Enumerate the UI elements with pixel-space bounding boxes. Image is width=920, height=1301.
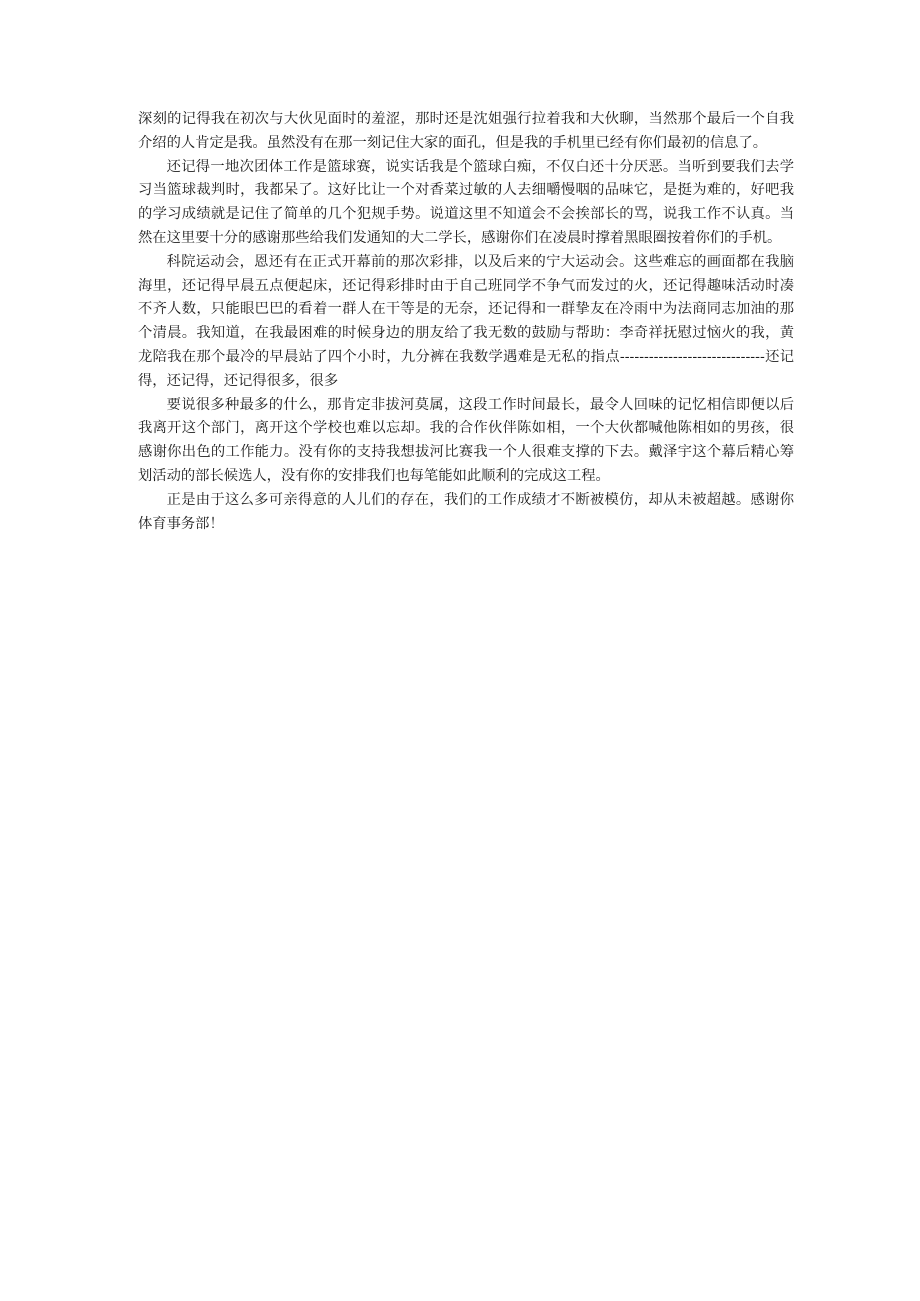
paragraph-closing: 正是由于这么多可亲得意的人儿们的存在，我们的工作成绩才不断被模仿，却从未被超越。感谢你体育事务部！ xyxy=(138,491,794,532)
paragraph-sports-meet: 科院运动会，恩还有在正式开幕前的那次彩排，以及后来的宁大运动会。这些难忘的画面都在我脑海里，还记得早晨五点便起床，还记得彩排时由于自己班同学不争气而发过的火，还记得趣味活动时凑不齐人数，只能眼巴巴的看着一群人在干等是的无奈，还记得和一群挚友在冷雨中为法商同志加油的那个清晨。我知道，在我最困难的时候身边的朋友给了我无数的鼓励与帮助：李奇祥抚慰过恼火的我，黄龙陪我在那个最冷的早晨站了四个小时，九分裤在我数学遇难是无私的指点------------------------------还记得，还记得，还记得很多，很多 xyxy=(138,253,794,389)
paragraph-basketball: 还记得一地次团体工作是篮球赛，说实话我是个篮球白痴，不仅白还十分厌恶。当听到要我们去学习当篮球裁判时，我都呆了。这好比让一个对香菜过敏的人去细嚼慢咽的品味它，是挺为难的，好吧我的学习成绩就是记住了简单的几个犯规手势。说道这里不知道会不会挨部长的骂，说我工作不认真。当然在这里要十分的感谢那些给我们发通知的大二学长，感谢你们在凌晨时撑着黑眼圈按着你们的手机。 xyxy=(138,158,794,246)
document-body xyxy=(138,108,794,536)
paragraph-tug-of-war: 要说很多种最多的什么，那肯定非拔河莫属，这段工作时间最长，最令人回味的记忆相信即便以后我离开这个部门，离开这个学校也难以忘却。我的合作伙伴陈如相，一个大伙都喊他陈相如的男孩，很感谢你出色的工作能力。没有你的支持我想拔河比赛我一个人很难支撑的下去。戴泽宇这个幕后精心筹划活动的部长候选人，没有你的安排我们也每笔能如此顺利的完成这工程。 xyxy=(138,396,794,484)
paragraph-intro: 深刻的记得我在初次与大伙见面时的羞涩，那时还是沈姐强行拉着我和大伙聊，当然那个最后一个自我介绍的人肯定是我。虽然没有在那一刻记住大家的面孔，但是我的手机里已经有你们最初的信息了。 xyxy=(138,111,794,151)
